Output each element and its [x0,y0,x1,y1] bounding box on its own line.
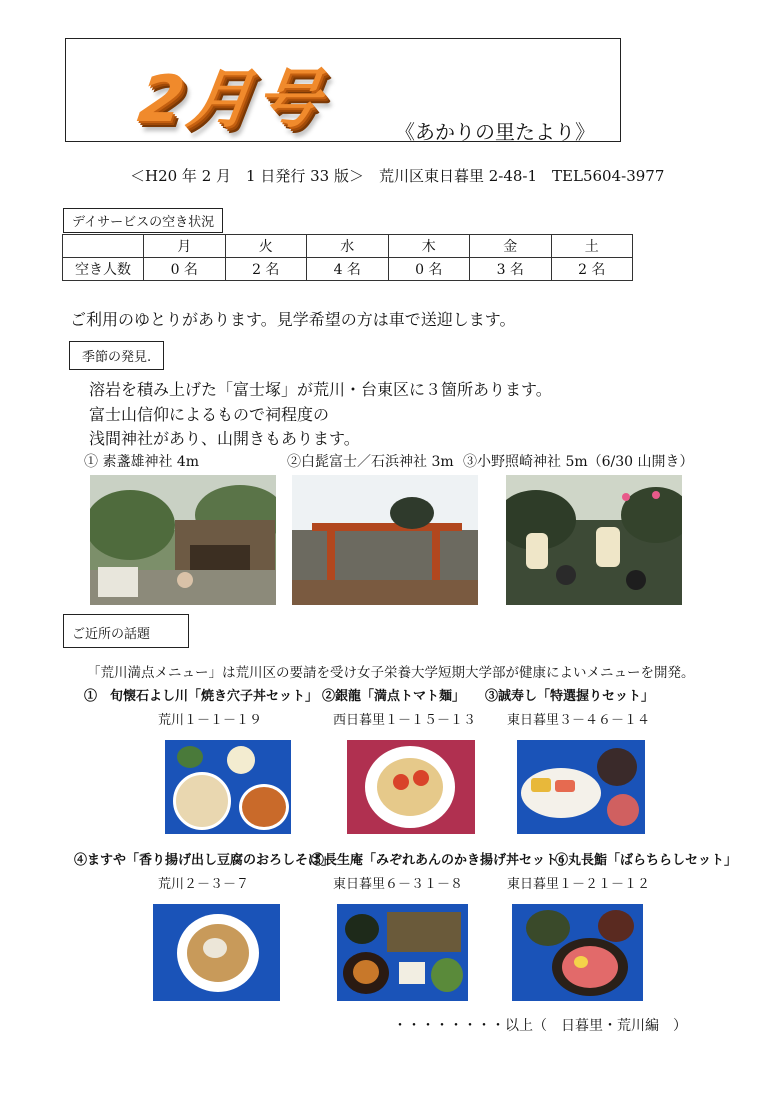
topics-label: ご近所の話題 [63,614,189,648]
food-photo-5 [337,904,468,1001]
menu-item-2: ②銀龍「満点トマト麺」 [322,689,466,704]
shrine-photo-1 [90,475,276,605]
availability-label: デイサービスの空き状況 [63,208,223,233]
shrine-caption-1: ① 素盞雄神社 4m [84,454,200,470]
menu-item-1: ① 旬懐石よし川「焼き穴子丼セット」 [84,689,319,704]
shrine-photo-2 [292,475,478,605]
food-photo-3 [517,740,645,834]
count-mon: 0 名 [144,258,226,281]
menu-address-1: 荒川１－１－１９ [158,713,263,728]
day-wed: 水 [307,235,389,258]
day-thu: 木 [388,235,470,258]
menu-item-6: ⑥丸長鮨「ばらちらしセット」 [555,853,738,868]
season-line-3: 浅間神社があり、山開きもあります。 [89,429,360,448]
food-photo-2 [347,740,475,834]
menu-address-6: 東日暮里１－２１－１２ [507,877,651,892]
count-sat: 2 名 [551,258,633,281]
menu-item-4: ④ますや「香り揚げ出し豆腐のおろしそば」 [74,853,335,868]
table-row [63,235,633,258]
food-photo-1 [165,740,291,834]
count-tue: 2 名 [225,258,307,281]
availability-table [62,234,633,281]
menu-item-5: ⑤長生庵「みぞれあんのかき揚げ丼セット」 [311,853,572,868]
issue-title: 2月号 [133,63,329,137]
day-sat: 土 [551,235,633,258]
count-thu: 0 名 [388,258,470,281]
menu-address-2: 西日暮里１－１５－１３ [333,713,477,728]
food-photo-4 [153,904,280,1001]
count-fri: 3 名 [470,258,552,281]
shrine-photo-3 [506,475,682,605]
topics-intro: 「荒川満点メニュー」は荒川区の要請を受け女子栄養大学短期大学部が健康によいメニューを開発。 [87,665,695,681]
issue-info: ＜H20 年 2 月 1 日発行 33 版＞ 荒川区東日暮里 2-48-1 TEL5604-3977 [130,167,665,185]
season-label: 季節の発見. [69,341,164,370]
shrine-caption-2: ②白髭富士／石浜神社 3m [287,454,454,470]
menu-address-5: 東日暮里６－３１－８ [333,877,464,892]
menu-address-4: 荒川２－３－７ [158,877,250,892]
table-row [63,258,633,281]
footer-note: ・・・・・・・・以上（ 日暮里・荒川編 ） [393,1018,687,1034]
row-label: 空き人数 [63,258,144,281]
availability-note: ご利用のゆとりがあります。見学希望の方は車で送迎します。 [70,310,516,329]
season-line-1: 溶岩を積み上げた「富士塚」が荒川・台東区に３箇所あります。 [89,380,552,399]
newsletter-subtitle: 《あかりの里たより》 [395,120,595,144]
season-line-2: 富士山信仰によるもので祠程度の [89,405,330,424]
food-photo-6 [512,904,643,1001]
day-fri: 金 [470,235,552,258]
day-mon: 月 [144,235,226,258]
shrine-caption-3: ③小野照崎神社 5m（6/30 山開き） [463,454,694,470]
menu-item-3: ③誠寿し「特選握りセット」 [485,689,655,704]
menu-address-3: 東日暮里３－４６－１４ [507,713,651,728]
day-tue: 火 [225,235,307,258]
count-wed: 4 名 [307,258,389,281]
table-corner [63,235,144,258]
